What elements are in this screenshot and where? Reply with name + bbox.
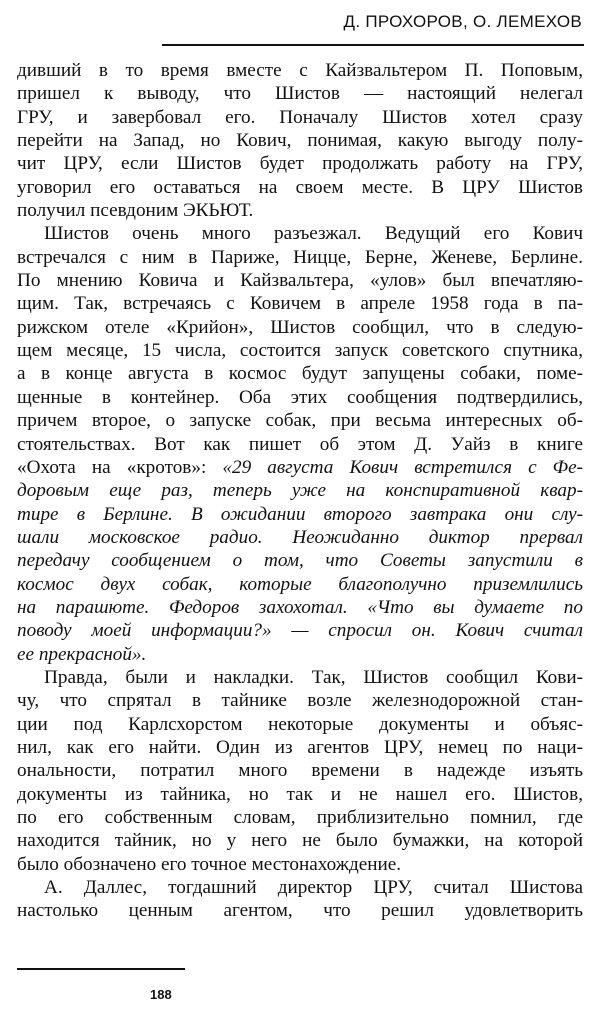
text-line: щенные в контейнер. Оба этих сообщения подтвердились, [17, 386, 583, 408]
text-line: было обозначено его точное местонахождение. [17, 853, 402, 875]
quote-segment: «29 августа Кович встретился с Фе- [222, 456, 583, 478]
quote-line: ее прекрасной». [17, 643, 147, 665]
quote-line: поводу моей информации?» — спросил он. Кович считал [17, 620, 583, 642]
text-line: ГРУ, и завербовал его. Поначалу Шистов хотел сразу [17, 106, 583, 128]
page-number: 188 [150, 987, 172, 1002]
paragraph [17, 59, 583, 222]
paragraph [17, 222, 583, 666]
text-line: находится тайник, но у него не было бумажки, на которой [17, 830, 583, 852]
text-line: чу, что спрятал в тайнике возле железнодорожной стан- [17, 690, 583, 712]
paragraph [17, 876, 583, 923]
text-line: стоятельствах. Вот как пишет об этом Д. Уайз в книге [17, 433, 583, 455]
text-line: встречался с ним в Париже, Ницце, Берне, Женеве, Берлине. [17, 246, 583, 268]
quote-line: космос двух собак, которые благополучно приземлились [17, 573, 583, 595]
text-line: настолько ценным агентом, что решил удовлетворить [17, 900, 583, 922]
text-line: По мнению Ковича и Кайзвальтера, «улов» был впечатляю- [17, 270, 583, 292]
paragraph [17, 666, 583, 876]
header-rule [162, 44, 584, 46]
quote-line: на парашюте. Федоров захохотал. «Что вы думаете по [17, 596, 583, 618]
text-segment: «Охота на «кротов»: [17, 456, 223, 478]
quote-line: доровым еще раз, теперь уже на конспиративной квар- [17, 480, 583, 502]
text-line: нил, как его найти. Один из агентов ЦРУ, немец по наци- [17, 736, 583, 758]
quote-line: тире в Берлине. В ожидании второго завтрака они слу- [17, 503, 583, 525]
text-line: А. Даллес, тогдашний директор ЦРУ, считал Шистова [44, 877, 583, 899]
text-line: ональности, потратил много времени в надежде изъять [17, 760, 583, 782]
body-text [17, 59, 583, 923]
footer-rule [17, 968, 185, 970]
text-line: причем второе, о запуске собак, при весьма интересных об- [17, 410, 583, 432]
text-line: щим. Так, встречаясь с Ковичем в апреле 1958 года в па- [17, 293, 583, 315]
text-line [17, 456, 583, 479]
text-line: документы из тайника, но так и не нашел его. Шистов, [17, 783, 583, 805]
running-header [0, 10, 582, 34]
text-line: щем месяце, 15 числа, состоится запуск советского спутника, [17, 340, 583, 362]
text-line: Шистов очень много разъезжал. Ведущий его Кович [44, 223, 583, 245]
text-line: по его собственным словам, приблизительно помнил, где [17, 807, 583, 828]
text-line: а в конце августа в космос будут запущены собаки, поме- [17, 363, 583, 385]
text-line: чит ЦРУ, если Шистов будет продолжать работу на ГРУ, [17, 153, 583, 175]
text-line: ции под Карлсхорстом некоторые документы и объяс- [17, 713, 583, 735]
text-line: уговорил его оставаться на своем месте. В ЦРУ Шистов [17, 176, 583, 198]
text-line: получил псевдоним ЭКЬЮТ. [17, 200, 254, 222]
quote-line: шали московское радио. Неожиданно диктор прервал [17, 526, 583, 548]
text-line: Правда, были и накладки. Так, Шистов сообщил Кови- [44, 666, 583, 688]
running-title: Д. ПРОХОРОВ, О. ЛЕМЕХОВ [343, 12, 582, 31]
text-line: пришел к выводу, что Шистов — настоящий нелегал [17, 83, 583, 105]
text-line: рижском отеле «Крийон», Шистов сообщил, что в следую- [17, 316, 583, 338]
text-line: дивший в то время вместе с Кайзвальтером П. Поповым, [17, 60, 583, 81]
text-line: перейти на Запад, но Кович, понимая, какую выгоду полу- [17, 130, 583, 152]
quote-line: передачу сообщением о том, что Советы запустили в [17, 550, 583, 572]
